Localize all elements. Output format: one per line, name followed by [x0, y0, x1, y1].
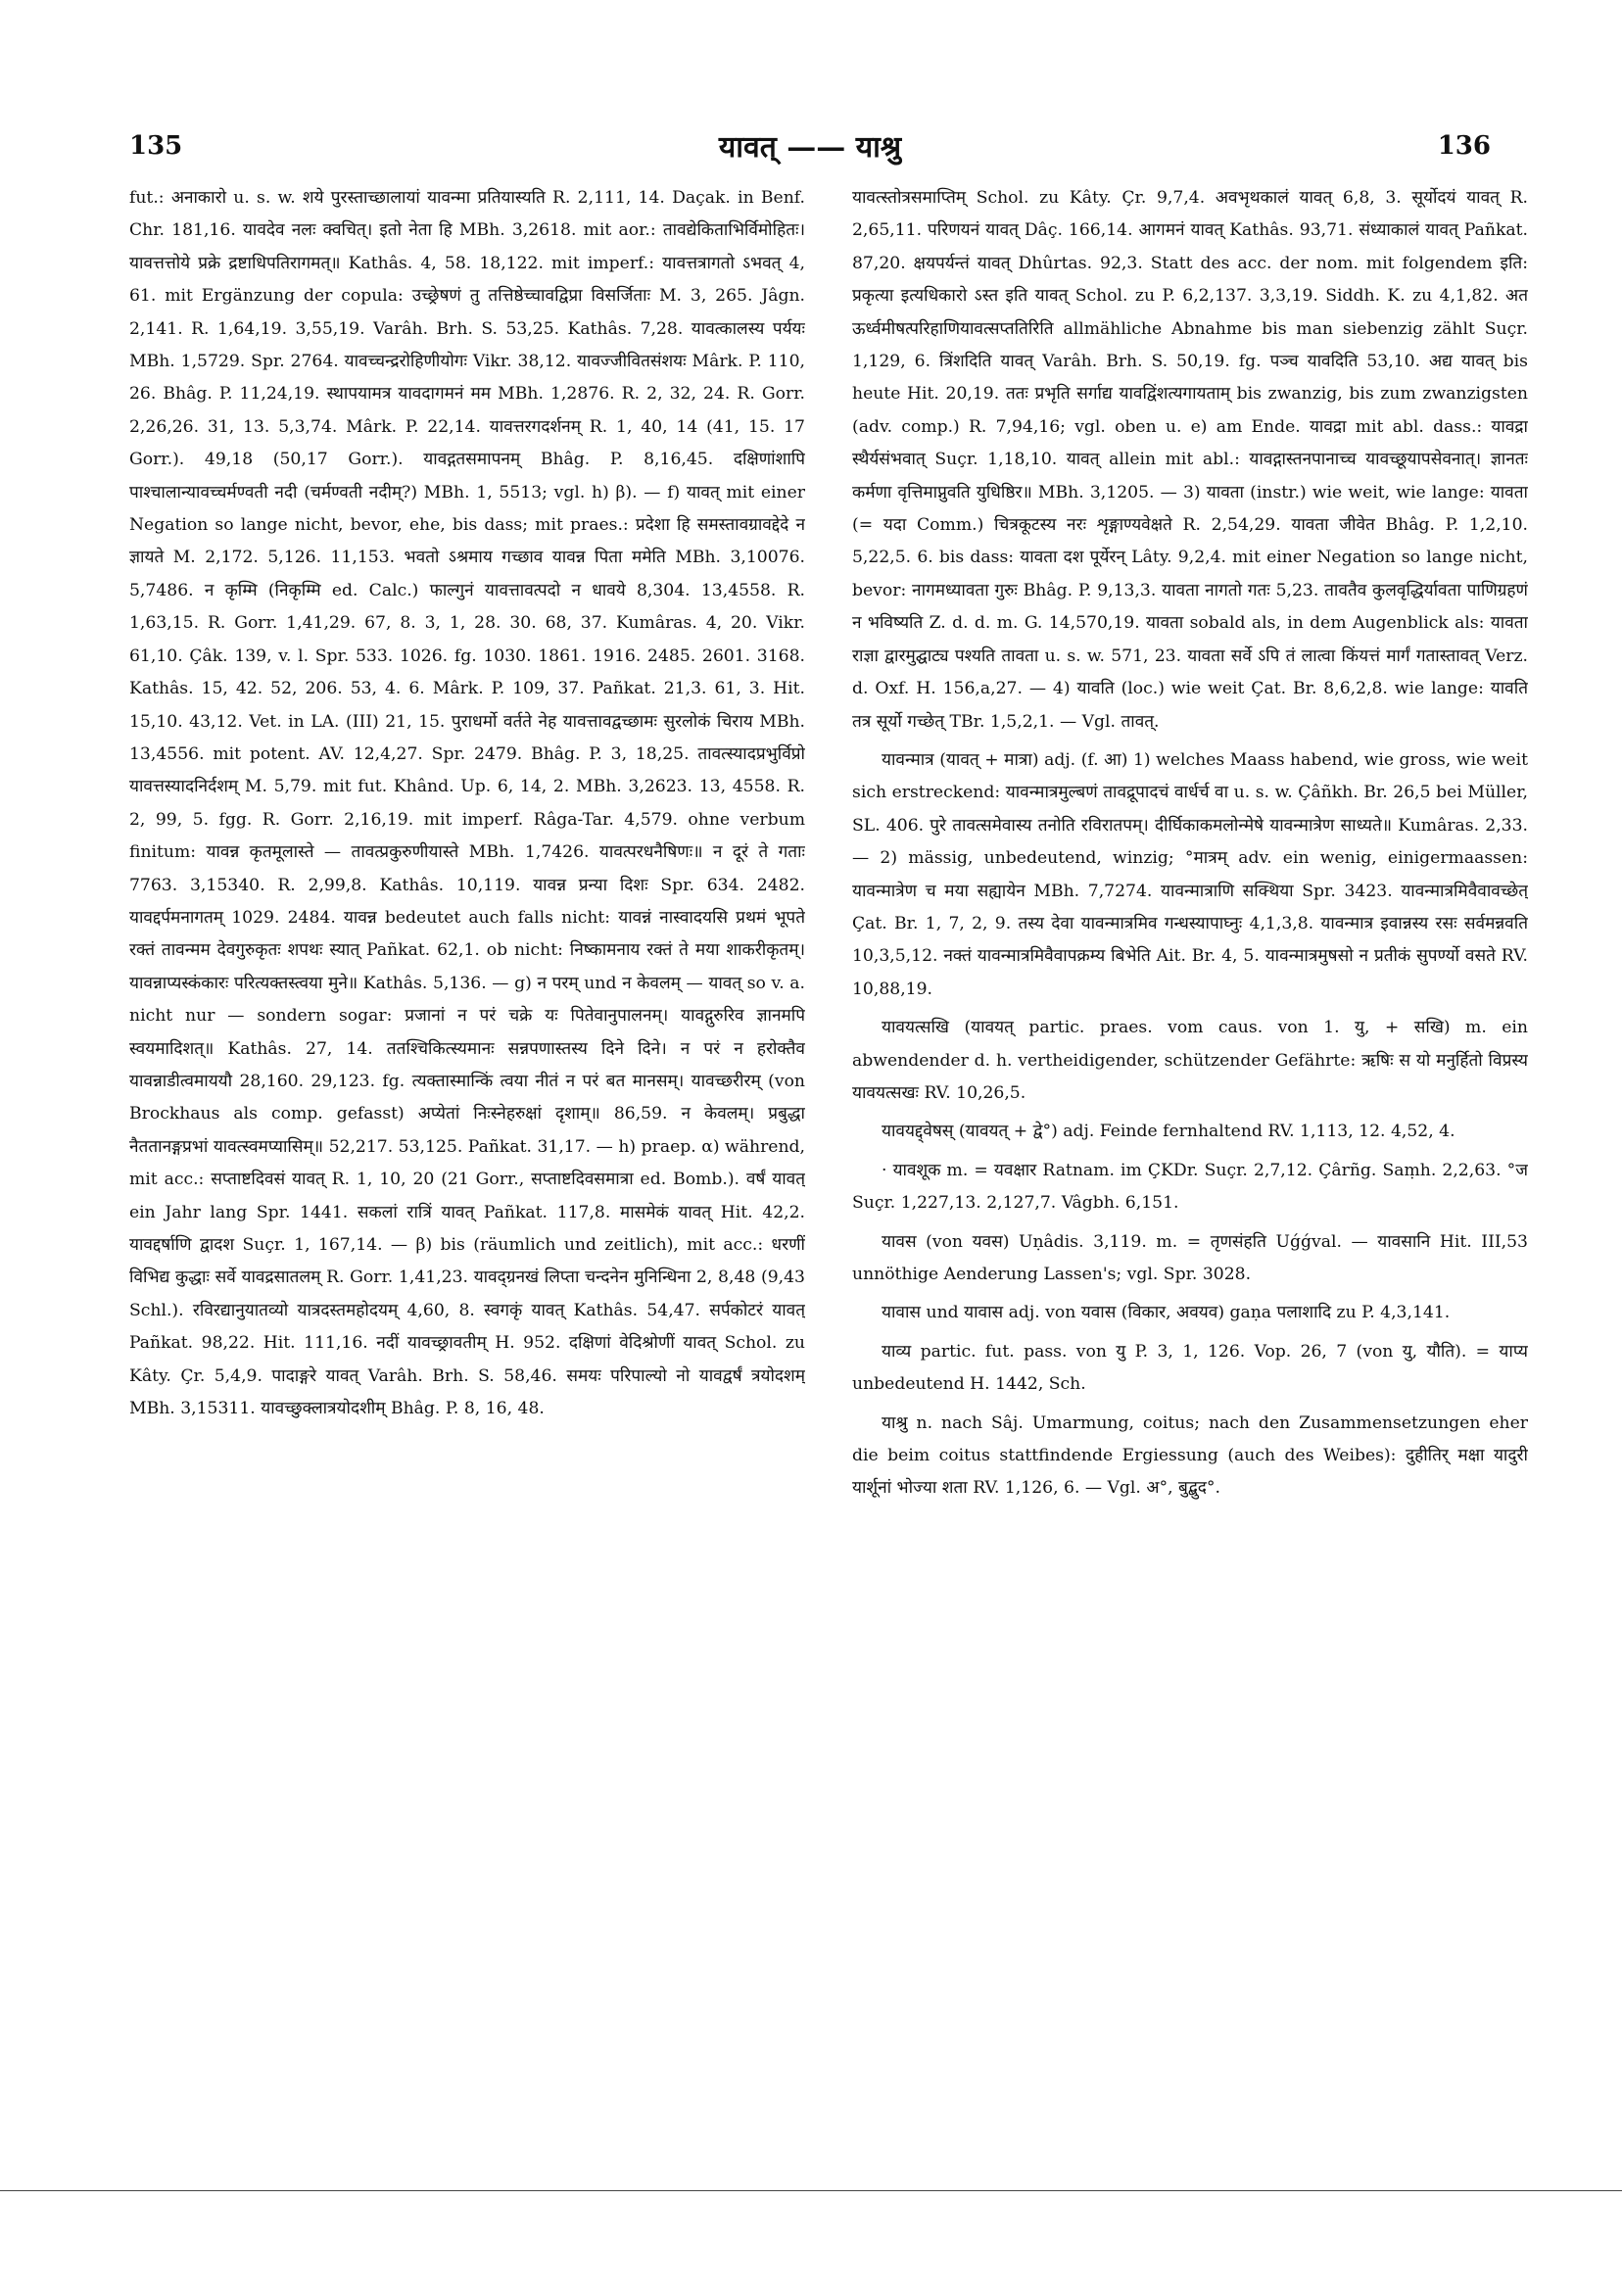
entry-paragraph: यावास und यावास adj. von यवास (विकार, अवयव) gaṇa पलाशादि zu P. 4,3,141.: [882, 1303, 1451, 1323]
entry-paragraph: · यावशूक m. = यवक्षार Ratnam. im ÇKDr. Suçr. 2,7,12. Çârñg. Saṃh. 2,2,63. °ज Suçr. 1,227,13. 2,127,7. Vâgbh. 6,151.: [852, 1160, 1528, 1214]
entry-paragraph: याव्य partic. fut. pass. von यु P. 3, 1, 126. Vop. 26, 7 (von यु, यौति). = याप्य unbedeutend H. 1442, Sch.: [852, 1341, 1528, 1395]
bottom-rule: [0, 2190, 1622, 2191]
entry-paragraph: fut.: अनाकारो u. s. w. शये पुरस्ताच्छालायां यावन्मा प्रतियास्यति R. 2,111, 14. Daçak. in Benf. Chr. 181,16. यावदेव नलः क्वचित्। इतो नेता हि MBh. 3,2618. mit aor.: तावद्येकिताभिर्विमोहितः। यावत्तत्तोये प्रक्रे द्रष्टाधिपतिरागमत्॥ Kathâs. 4, 58. 18,122. mit imperf.: यावत्तत्रागतो ऽभवत् 4, 61. mit Ergänzung der copula: उच्छ्रेषणं तु तत्तिष्ठेच्चावद्विप्रा विसर्जिताः M. 3, 265. Jâgn. 2,141. R. 1,64,19. 3,55,19. Varâh. Brh. S. 53,25. Kathâs. 7,28. यावत्कालस्य पर्ययः MBh. 1,5729. Spr. 2764. यावच्चन्द्ररोहिणीयोगः Vikr. 38,12. यावज्जीवितसंशयः Mârk. P. 110, 26. Bhâg. P. 11,24,19. स्थापयामत्र यावदागमनं मम MBh. 1,2876. R. 2, 32, 24. R. Gorr. 2,26,26. 31, 13. 5,3,74. Mârk. P. 22,14. यावत्तरगदर्शनम् R. 1, 40, 14 (41, 15. 17 Gorr.). 49,18 (50,17 Gorr.). यावद्गतसमापनम् Bhâg. P. 8,16,45. दक्षिणांशापि पाश्चालान्यावच्चर्मण्वती नदी (चर्मण्वती नदीम्?) MBh. 1, 5513; vgl. h) β). — f) यावत् mit einer Negation so lange nicht, bevor, ehe, bis dass; mit praes.: प्रदेशा हि समस्तावग्रावद्देदे न ज्ञायते M. 2,172. 5,126. 11,153. भवतो ऽश्रमाय गच्छाव यावन्न पिता ममेति MBh. 3,10076. 5,7486. न कृम्मि (निकृम्मि ed. Calc.) फाल्गुनं यावत्तावत्पदो न धावये 8,304. 13,4558. R. 1,63,15. R. Gorr. 1,41,29. 67, 8. 3, 1, 28. 30. 68, 37. Kumâras. 4, 20. Vikr. 61,10. Çâk. 139, v. l. Spr. 533. 1026. fg. 1030. 1861. 1916. 2485. 2601. 3168. Kathâs. 15, 42. 52, 206. 53, 4. 6. Mârk. P. 109, 37. Pañkat. 21,3. 61, 3. Hit. 15,10. 43,12. Vet. in LA. (III) 21, 15. पुराधर्मो वर्तते नेह यावत्तावद्वच्छामः सुरलोकं चिराय MBh. 13,4556. mit potent. AV. 12,4,27. Spr. 2479. Bhâg. P. 3, 18,25. तावत्स्यादप्रभुर्विप्रो यावत्तस्यादनिर्दशम् M. 5,79. mit fut. Khând. Up. 6, 14, 2. MBh. 3,2623. 13, 4558. R. 2, 99, 5. fgg. R. Gorr. 2,16,19. mit imperf. Râga-Tar. 4,579. ohne verbum finitum: यावन्न कृतमूलास्ते — तावत्प्रकुरुणीयास्ते MBh. 1,7426. यावत्परधनैषिणः॥ न दूरं ते गताः 7763. 3,15340. R. 2,99,8. Kathâs. 10,119. यावन्न प्रन्या दिशः Spr. 634. 2482. यावद्दर्पमनागतम् 1029. 2484. यावन्न bedeutet auch falls nicht: यावन्नं नास्वादयसि प्रथमं भूपते रक्तं तावन्मम देवगुरुकृतः शपथः स्यात् Pañkat. 62,1. ob nicht: निष्कामनाय रक्तं ते मया शाकरीकृतम्। यावन्नाप्यस्कंकारः परित्यक्तस्त्वया मुने॥ Kathâs. 5,136. — g) न परम् und न केवलम् — यावत् so v. a. nicht nur — sondern sogar: प्रजानां न परं चक्रे यः पितेवानुपालनम्। यावद्गुरुरिव ज्ञानमपि स्वयमादिशत्॥ Kathâs. 27, 14. ततश्चिकित्स्यमानः सन्नपणास्तस्य दिने दिने। न परं न हरोक्तैव यावन्नाडीत्वमाययौ 28,160. 29,123. fg. त्यक्तास्मान्किं त्वया नीतं न परं बत मानसम्। यावच्छरीरम् (von Brockhaus als comp. gefasst) अप्येतां निःस्नेहरुक्षां दृशाम्॥ 86,59. न केवलम्। प्रबुद्धा नैततानङ्गप्रभां यावत्स्वमप्यासिम्॥ 52,217. 53,125. Pañkat. 31,17. — h) praep. α) während, mit acc.: सप्ताष्टदिवसं यावत् R. 1, 10, 20 (21 Gorr., सप्ताष्टदिवसमात्रा ed. Bomb.). वर्षं यावत् ein Jahr lang Spr. 1441. सकलां रात्रिं यावत् Pañkat. 117,8. मासमेकं यावत् Hit. 42,2. यावद्दर्षाणि द्वादश Suçr. 1, 167,14. — β) bis (räumlich und zeitlich), mit acc.: धरणीं विभिद्य कुद्धाः सर्वे यावद्रसातलम् R. Gorr. 1,41,23. यावद्ग्रनखं लिप्ता चन्दनेन मुनिन्धिना 2, 8,48 (9,43 Schl.). रविरद्यानुयातव्यो यात्रदस्तमहोदयम् 4,60, 8. स्वगकृं यावत् Kathâs. 54,47. सर्पकोटरं यावत् Pañkat. 98,22. Hit. 111,16. नदीं यावच्छ्रावतीम् H. 952. दक्षिणां वेदिश्रोणीं यावत् Schol. zu Kâty. Çr. 5,4,9. पादाङ्गरे यावत् Varâh. Brh. S. 58,46. समयः परिपाल्यो नो यावद्वर्षं त्रयोदशम् MBh. 3,15311. यावच्छुक्लात्रयोदशीम् Bhâg. P. 8, 16, 48.: [129, 188, 805, 1419]
entry-paragraph: याश्रु n. nach Sâj. Umarmung, coitus; nach den Zusammensetzungen eher die beim coitus stattfindende Ergiessung (auch des Weibes): दुहीतिर् मक्षा यादुरी यार्शूनां भोज्या शता RV. 1,126, 6. — Vgl. अ°, बुद्बुद°.: [852, 1412, 1528, 1499]
right-page-number: 136: [1437, 131, 1491, 161]
entry-paragraph: यावस (von यवस) Uṇâdis. 3,119. m. = तृणसंहति Uǵǵval. — यावसानि Hit. III,53 unnöthige Aenderung Lassen's; vgl. Spr. 3028.: [852, 1231, 1528, 1284]
entry-paragraph: यावत्स्तोत्रसमाप्तिम् Schol. zu Kâty. Çr. 9,7,4. अवभृथकालं यावत् 6,8, 3. सूर्योदयं यावत् R. 2,65,11. परिणयनं यावत् Dâç. 166,14. आगमनं यावत् Kathâs. 93,71. संध्याकालं यावत् Pañkat. 87,20. क्षयपर्यन्तं यावत् Dhûrtas. 92,3. Statt des acc. der nom. mit folgendem इति: प्रकृत्या इत्यधिकारो ऽस्त इति यावत् Schol. zu P. 6,2,137. 3,3,19. Siddh. K. zu 4,1,82. अत ऊर्ध्वमीषत्परिहाणियावत्सप्ततिरिति allmähliche Abnahme bis man siebenzig zählt Suçr. 1,129, 6. त्रिंशदिति यावत् Varâh. Brh. S. 50,19. fg. पञ्च यावदिति 53,10. अद्य यावत् bis heute Hit. 20,19. ततः प्रभृति सर्गाद्य यावद्विंशत्यगायताम् bis zwanzig, bis zum zwanzigsten (adv. comp.) R. 7,94,16; vgl. oben u. e) am Ende. यावद्रा mit abl. dass.: यावद्रा स्थैर्यसंभवात् Suçr. 1,18,10. यावत् allein mit abl.: यावद्गास्तनपानाच्च यावच्छूयापसेवनात्। ज्ञानतः कर्मणा वृत्तिमाप्नुवति युधिष्ठिर॥ MBh. 3,1205. — 3) यावता (instr.) wie weit, wie lange: यावता (= यदा Comm.) चित्रकूटस्य नरः शृङ्गाण्यवेक्षते R. 2,54,29. यावता जीवेत Bhâg. P. 1,2,10. 5,22,5. 6. bis dass: यावता दश पूर्येरन् Lâty. 9,2,4. mit einer Negation so lange nicht, bevor: नागमध्यावता गुरुः Bhâg. P. 9,13,3. यावता नागतो गतः 5,23. तावतैव कुलवृद्धिर्यावता पाणिग्रहणं न भविष्यति Z. d. d. m. G. 14,570,19. यावता sobald als, in dem Augenblick als: यावता राज्ञा द्वारमुद्घाट्य पश्यति तावता u. s. w. 571, 23. यावता सर्वे ऽपि तं लात्वा किंयत्तं मार्गं गतास्तावत् Verz. d. Oxf. H. 156,a,27. — 4) यावति (loc.) wie weit Çat. Br. 8,6,2,8. wie lange: यावति तत्र सूर्यो गच्छेत् TBr. 1,5,2,1. — Vgl. तावत्.: [852, 188, 1528, 732]
right-column: [852, 182, 1528, 1975]
entry-paragraph: यावयद्द्वेषस् (यावयत् + द्वे°) adj. Feinde fernhaltend RV. 1,113, 12. 4,52, 4.: [882, 1122, 1455, 1142]
entry-paragraph: यावन्मात्र (यावत् + मात्रा) adj. (f. आ) 1) welches Maass habend, wie gross, wie weit sich erstreckend: यावन्मात्रमुल्बणं तावद्रूपादचं वार्धर्च वा u. s. w. Çâñkh. Br. 26,5 bei Müller, SL. 406. पुरे तावत्समेवास्य तनोति रविरातपम्। दीर्घिकाकमलोन्मेषे यावन्मात्रेण साध्यते॥ Kumâras. 2,33. — 2) mässig, unbedeutend, winzig; °मात्रम् adv. ein wenig, einigermaassen: यावन्मात्रेण च मया सह्यायेन MBh. 7,7274. यावन्मात्राणि सक्थिया Spr. 3423. यावन्मात्रमिवैवावच्छेत् Çat. Br. 1, 7, 2, 9. तस्य देवा यावन्मात्रमिव गन्धस्यापाघ्नुः 4,1,3,8. यावन्मात्र इवान्नस्य रसः सर्वमन्नवति 10,3,5,12. नक्तं यावन्मात्रमिवैवापक्रम्य बिभेति Ait. Br. 4, 5. यावन्मात्रमुषसो न प्रतीकं सुपर्ण्यो वसते RV. 10,88,19.: [852, 749, 1528, 999]
entry-paragraph: यावयत्सखि (यावयत् partic. praes. vom caus. von 1. यु, + सखि) m. ein abwendender d. h. vertheidigender, schützender Gefährte: ऋषिः स यो मनुर्हितो विप्रस्य यावयत्सखः RV. 10,26,5.: [852, 1018, 1528, 1103]
left-column: [129, 182, 805, 1975]
running-header: [129, 125, 1491, 174]
left-page-number: 135: [129, 131, 183, 161]
running-title: यावत् —— याश्रु: [718, 130, 902, 165]
